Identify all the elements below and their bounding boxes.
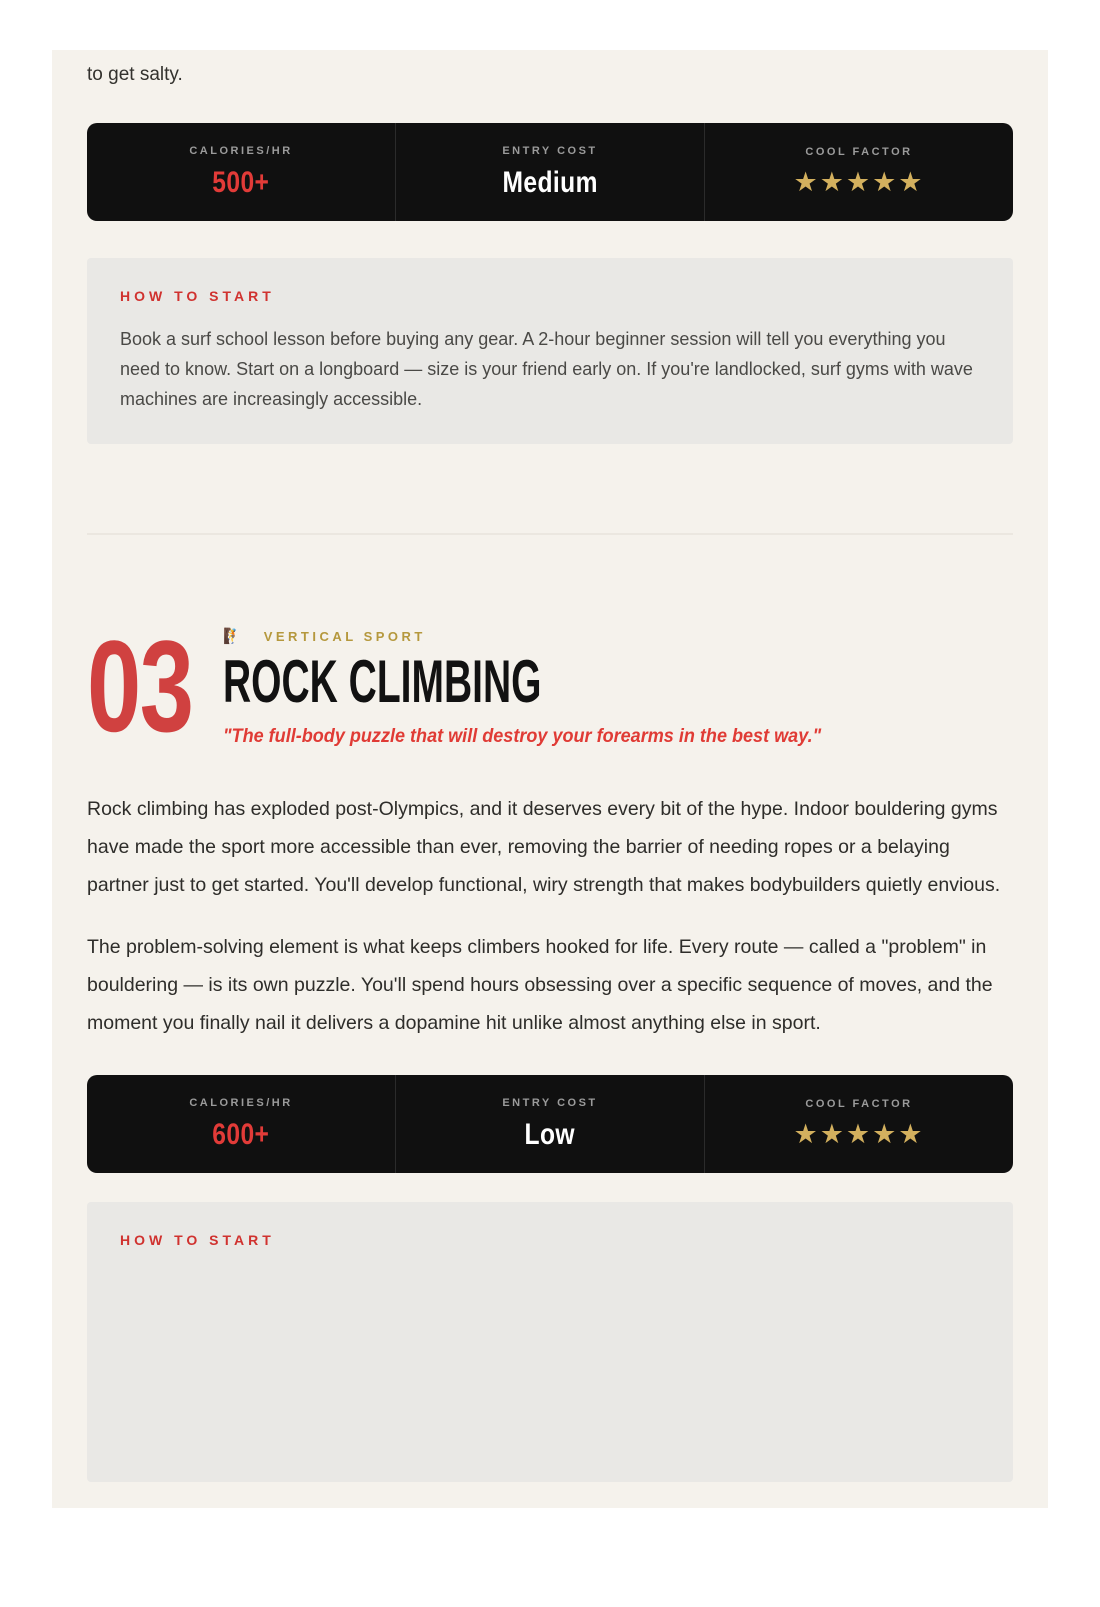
stat-calories xyxy=(87,123,395,221)
stat-cool-factor-label: COOL FACTOR xyxy=(805,1098,913,1110)
rock-climbing-stats-bar xyxy=(87,1075,1013,1173)
star-rating-icon: ★★★★★ xyxy=(793,167,925,197)
stat-calories xyxy=(87,1075,395,1173)
section-meta xyxy=(223,627,853,748)
stat-entry-cost-label: ENTRY COST xyxy=(502,1096,598,1109)
stat-cool-factor xyxy=(704,1075,1013,1173)
stat-cool-factor-label: COOL FACTOR xyxy=(805,146,913,158)
surfing-stats-bar xyxy=(87,123,1013,221)
stat-entry-cost-value: Medium xyxy=(502,165,598,199)
section-tagline-quote: "The full-body puzzle that will destroy your forearms in the best way." xyxy=(223,726,822,747)
stat-cool-factor xyxy=(704,123,1013,221)
section-eyebrow xyxy=(223,629,853,644)
rock-climbing-paragraph-1: Rock climbing has exploded post-Olympics, and it deserves every bit of the hype. Indoor bouldering gyms have made the sport more accessible than ever, removing the barrier of needing ropes or a belaying partner just to get started. You'll develop functional, wiry strength that makes bodybuilders quietly envious. xyxy=(87,798,1001,896)
stat-calories-label: CALORIES/HR xyxy=(189,144,293,157)
how-to-start-heading: HOW TO START xyxy=(120,1232,275,1248)
stat-calories-label: CALORIES/HR xyxy=(189,1096,293,1109)
stat-calories-value: 500+ xyxy=(212,165,270,199)
intro-paragraph-end: to get salty. xyxy=(87,64,183,85)
star-rating-icon: ★★★★★ xyxy=(793,1119,925,1149)
stat-entry-cost xyxy=(395,123,704,221)
section-number: 03 xyxy=(87,613,193,759)
surfing-how-to-start-panel xyxy=(87,258,1013,444)
section-title: ROCK CLIMBING xyxy=(223,648,542,715)
stat-entry-cost xyxy=(395,1075,704,1173)
article-page xyxy=(52,50,1048,1508)
rock-climbing-paragraph-2: The problem-solving element is what keeps climbers hooked for life. Every route — called a "problem" in bouldering — is its own puzzle. You'll spend hours obsessing over a specific sequence of moves, and the moment you finally nail it delivers a dopamine hit unlike almost anything else in sport. xyxy=(87,936,993,1034)
how-to-start-heading: HOW TO START xyxy=(120,288,275,304)
stat-entry-cost-label: ENTRY COST xyxy=(502,144,598,157)
climber-emoji-icon: 🧗 xyxy=(223,628,242,645)
stat-calories-value: 600+ xyxy=(212,1117,270,1151)
rock-climbing-how-to-start-panel xyxy=(87,1202,1013,1482)
section-divider xyxy=(87,533,1013,535)
section-category-label: VERTICAL SPORT xyxy=(263,629,426,644)
rock-climbing-section-header xyxy=(87,613,1013,759)
how-to-start-body: Book a surf school lesson before buying any gear. A 2-hour beginner session will tell you everything you need to know. Start on a longboard — size is your friend early on. If you're landlocked, surf gyms with wave machines are increasingly accessible. xyxy=(120,329,973,409)
stat-entry-cost-value: Low xyxy=(524,1117,576,1151)
